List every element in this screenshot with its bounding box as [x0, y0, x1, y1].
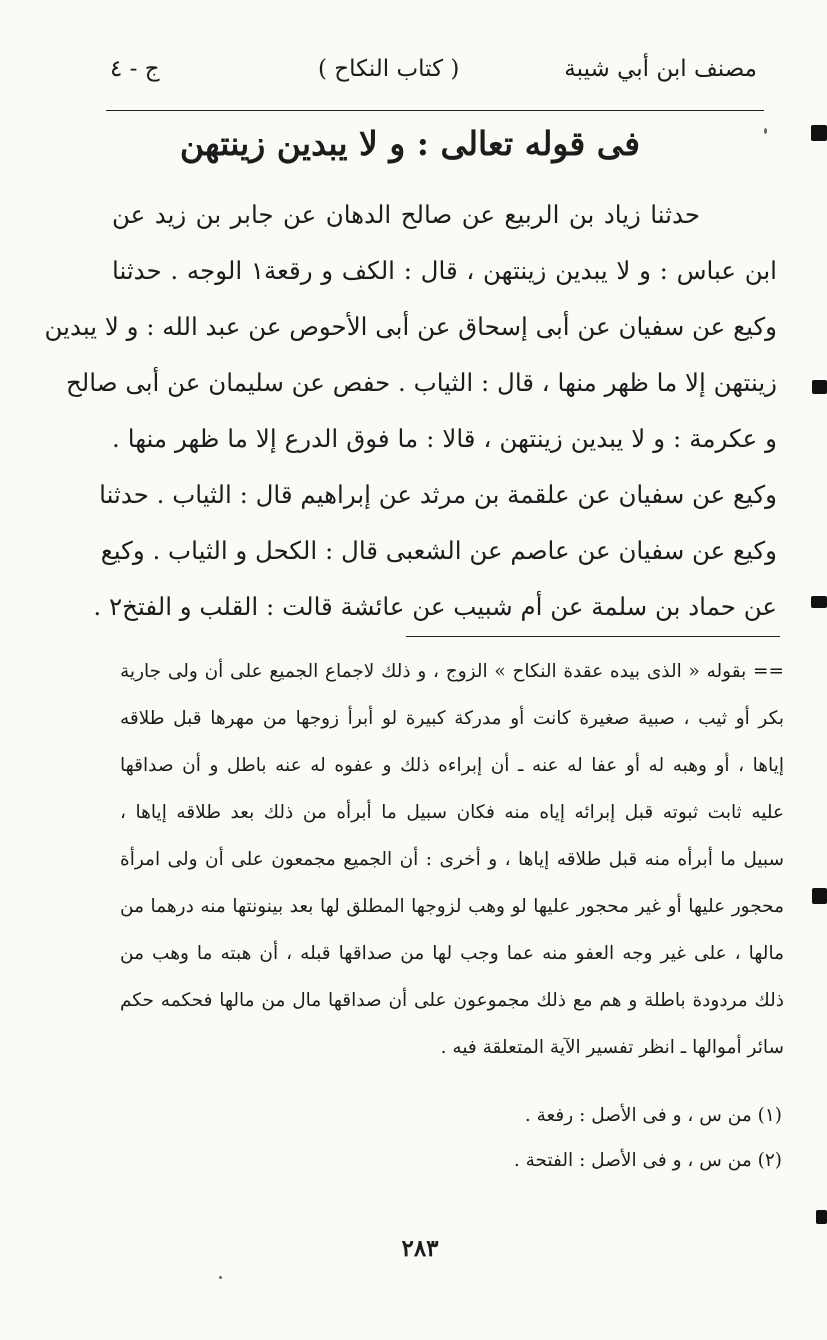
- body-line: زينتهن إلا ما ظهر منها ، قال : الثياب . حفص عن سليمان عن أبى صالح: [65, 368, 777, 397]
- section-title: فى قوله تعالى : و لا يبدين زينتهن: [179, 124, 640, 163]
- scan-margin-mark: [812, 380, 827, 394]
- body-line: ابن عباس : و لا يبدين زينتهن ، قال : الكف و رقعة١ الوجه . حدثنا: [112, 256, 777, 285]
- footnote-line: عليه ثابت ثبوته قبل إبرائه إياه منه فكان سبيل ما أبرأه من ذلك بعد طلاقه إياها ،: [120, 802, 784, 823]
- header-rule: [106, 110, 764, 111]
- running-header-chapter: ( كتاب النكاح ): [318, 56, 460, 82]
- body-line: وكيع عن سفيان عن عاصم عن الشعبى قال : الكحل و الثياب . وكيع: [100, 536, 777, 565]
- scan-margin-mark: [812, 888, 827, 904]
- footnote-line: ذلك مردودة باطلة و هم مع ذلك مجموعون على أن صداقها مال من مالها فحكمه حكم: [120, 990, 784, 1011]
- footnote-line: إياها ، أو وهبه له أو عفا له عنه ـ أن إبراءه ذلك و عفوه له عنه باطل و أن صداقها: [120, 755, 784, 776]
- footnote-separator: [406, 636, 780, 637]
- page-number: ٢٨٣: [401, 1235, 439, 1262]
- body-line: حدثنا زياد بن الربيع عن صالح الدهان عن جابر بن زيد عن: [112, 200, 700, 229]
- running-header-book-title: مصنف ابن أبي شيبة: [564, 56, 757, 82]
- scan-speck: [764, 128, 767, 134]
- scan-margin-mark: [811, 596, 827, 608]
- body-line: وكيع عن سفيان عن علقمة بن مرثد عن إبراهيم قال : الثياب . حدثنا: [99, 480, 777, 509]
- footnote-line: بكر أو ثيب ، صبية صغيرة كانت أو مدركة كبيرة لو أبرأ زوجها من مهرها قبل طلاقه: [120, 708, 784, 729]
- footnote-line: == بقوله « الذى بيده عقدة النكاح » الزوج ، و ذلك لاجماع الجميع على أن ولى جارية: [120, 661, 784, 682]
- scan-margin-mark: [816, 1210, 827, 1224]
- footnote-line: سبيل ما أبرأه منه قبل طلاقه إياها ، و أخرى : أن الجميع مجمعون على أن ولى امرأة: [120, 849, 784, 870]
- textual-note: (١) من س ، و فى الأصل : رفعة .: [524, 1105, 782, 1126]
- running-header-volume: ج - ٤: [110, 56, 160, 82]
- scan-speck: [219, 1276, 222, 1279]
- footnote-line: محجور عليها أو غير محجور عليها لو وهب لزوجها المطلق لها بعد بينونتها منه درهما من: [120, 896, 784, 917]
- body-line: و عكرمة : و لا يبدين زينتهن ، قالا : ما فوق الدرع إلا ما ظهر منها .: [112, 424, 777, 453]
- body-line: وكيع عن سفيان عن أبى إسحاق عن أبى الأحوص عن عبد الله : و لا يبدين: [44, 312, 777, 341]
- body-line: عن حماد بن سلمة عن أم شبيب عن عائشة قالت : القلب و الفتخ٢ .: [93, 592, 777, 621]
- footnote-line: سائر أموالها ـ انظر تفسير الآية المتعلقة فيه .: [440, 1037, 784, 1058]
- footnote-line: مالها ، على غير وجه العفو منه عما وجب لها من صداقها قبله ، أن هبته ما وهب من: [120, 943, 784, 964]
- scan-margin-mark: [811, 125, 827, 141]
- textual-note: (٢) من س ، و فى الأصل : الفتحة .: [513, 1150, 782, 1171]
